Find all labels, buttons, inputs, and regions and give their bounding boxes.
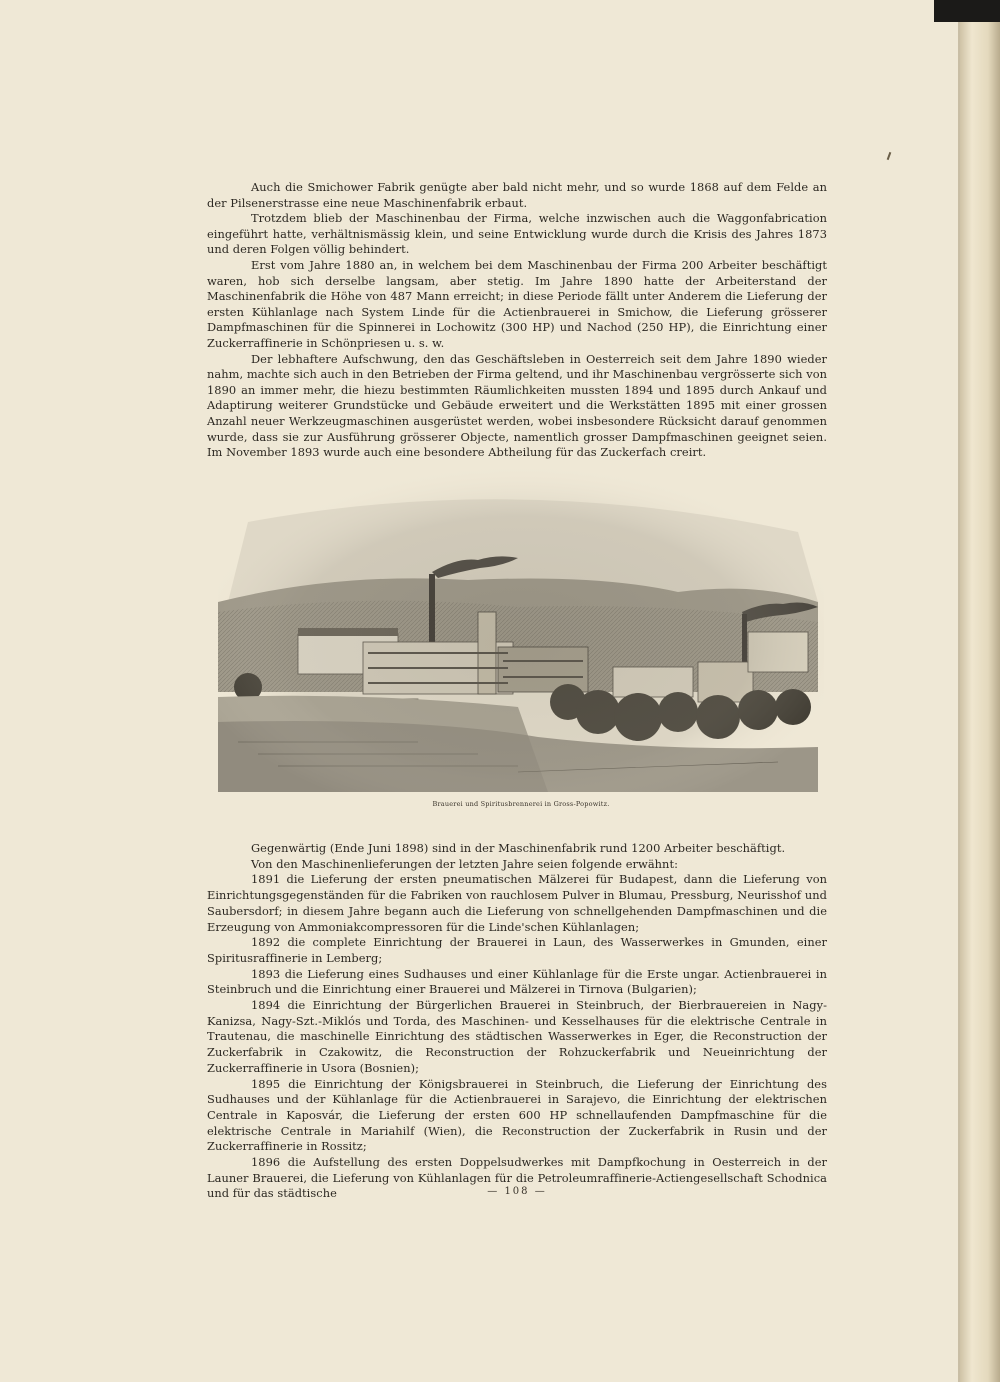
body-text-top [207, 180, 827, 461]
paragraph: 1891 die Lieferung der ersten pneumatischen Mälzerei für Budapest, dann die Lieferung von Einrichtungsgegenständen für die Fabriken von rauchlosem Pulver in Blumau, Pressburg, Neurisshof und Saubersdorf; in diesem Jahre begann auch die Lieferung von schnellgehenden Dampfmaschinen und die Erzeugung von Ammoniakcompressoren für die Linde'schen Kühlanlagen; [207, 872, 827, 934]
paragraph: 1892 die complete Einrichtung der Brauerei in Laun, des Wasserwerkes in Gmunden, einer Spiritusraffinerie in Lemberg; [207, 935, 827, 965]
paragraph: Gegenwärtig (Ende Juni 1898) sind in der Maschinenfabrik rund 1200 Arbeiter beschäftigt. [251, 841, 786, 855]
paper-mark [887, 152, 892, 160]
paragraph: Auch die Smichower Fabrik genügte aber bald nicht mehr, und so wurde 1868 auf dem Felde an der Pilsenerstrasse eine neue Maschinenfabrik erbaut. [207, 180, 827, 210]
paragraph: 1895 die Einrichtung der Königsbrauerei in Steinbruch, die Lieferung der Einrichtung des Sudhauses und der Kühlanlage für die Actienbrauerei in Sarajevo, die Einrichtung der elektrischen Centrale in Kaposvár, die Lieferung der ersten 600 HP schnellaufenden Dampfmaschine für die elektrische Centrale in Mariahilf (Wien), die Reconstruction der Zuckerfabrik in Rusin und der Zuckerraffinerie in Rossitz; [207, 1076, 827, 1154]
paragraph: 1896 die Aufstellung des ersten Doppelsudwerkes mit Dampfkochung in Oesterreich in der Launer Brauerei, die Lieferung von Kühlanlagen für die Petroleumraffinerie-Actiengesellschaft Schodnica und für das städtische [207, 1155, 827, 1201]
body-text-bottom [207, 841, 827, 1202]
book-spine-edge [960, 0, 1000, 1382]
background-corner [934, 0, 1000, 22]
paragraph: Erst vom Jahre 1880 an, in welchem bei dem Maschinenbau der Firma 200 Arbeiter beschäftigt waren, hob sich derselbe langsam, aber stetig. Im Jahre 1890 hatte der Arbeiterstand der Maschinenfabrik die Höhe von 487 Mann erreicht; in diese Periode fällt unter Anderem die Lieferung der ersten Kühlanlage nach System Linde für die Actienbrauerei in Smichow, die Lieferung grösserer Dampfmaschinen für die Spinnerei in Lochowitz (300 HP) und Nachod (250 HP), die Einrichtung einer Zuckerraffinerie in Schönpriesen u. s. w. [207, 257, 827, 350]
paragraph: 1894 die Einrichtung der Bürgerlichen Brauerei in Steinbruch, der Bierbrauereien in Nagy-Kanizsa, Nagy-Szt.-Miklós und Torda, des Maschinen- und Kesselhauses für die elektrische Centrale in Trautenau, die maschinelle Einrichtung des städtischen Wasserwerkes in Eger, die Reconstruction der Zuckerfabrik in Czakowitz, die Reconstruction der Rohzuckerfabrik und Neueinrichtung der Zuckerraffinerie in Usora (Bosnien); [207, 998, 827, 1075]
factory-engraving [218, 462, 824, 792]
paragraph: Von den Maschinenlieferungen der letzten Jahre seien folgende erwähnt: [251, 856, 678, 871]
paragraph: Trotzdem blieb der Maschinenbau der Firma, welche inzwischen auch die Waggonfabrication eingeführt hatte, verhältnismässig klein, und seine Entwicklung wurde durch die Krisis des Jahres 1873 und deren Folgen völlig behindert. [207, 211, 827, 257]
page-number: — 108 — [487, 1186, 547, 1197]
paragraph: Der lebhaftere Aufschwung, den das Geschäftsleben in Oesterreich seit dem Jahre 1890 wieder nahm, machte sich auch in den Betrieben der Firma geltend, und ihr Maschinenbau vergrösserte sich von 1890 an immer mehr, die hiezu bestimmten Räumlichkeiten mussten 1894 und 1895 durch Ankauf und Adaptirung weiterer Grundstücke und Gebäude erweitert und die Werkstätten 1895 mit einer grossen Anzahl neuer Werkzeugmaschinen ausgerüstet werden, wobei insbesondere Rücksicht darauf genommen wurde, dass sie zur Ausführung grösserer Objecte, namentlich grosser Dampfmaschinen geeignet seien. Im November 1893 wurde auch eine besondere Abtheilung für das Zuckerfach creirt. [207, 351, 827, 460]
paragraph: 1893 die Lieferung eines Sudhauses und einer Kühlanlage für die Erste ungar. Actienbrauerei in Steinbruch und die Einrichtung einer Brauerei und Mälzerei in Tirnova (Bulgarien); [207, 966, 827, 997]
figure-caption: Brauerei und Spiritusbrennerei in Gross-Popowitz. [432, 800, 610, 808]
